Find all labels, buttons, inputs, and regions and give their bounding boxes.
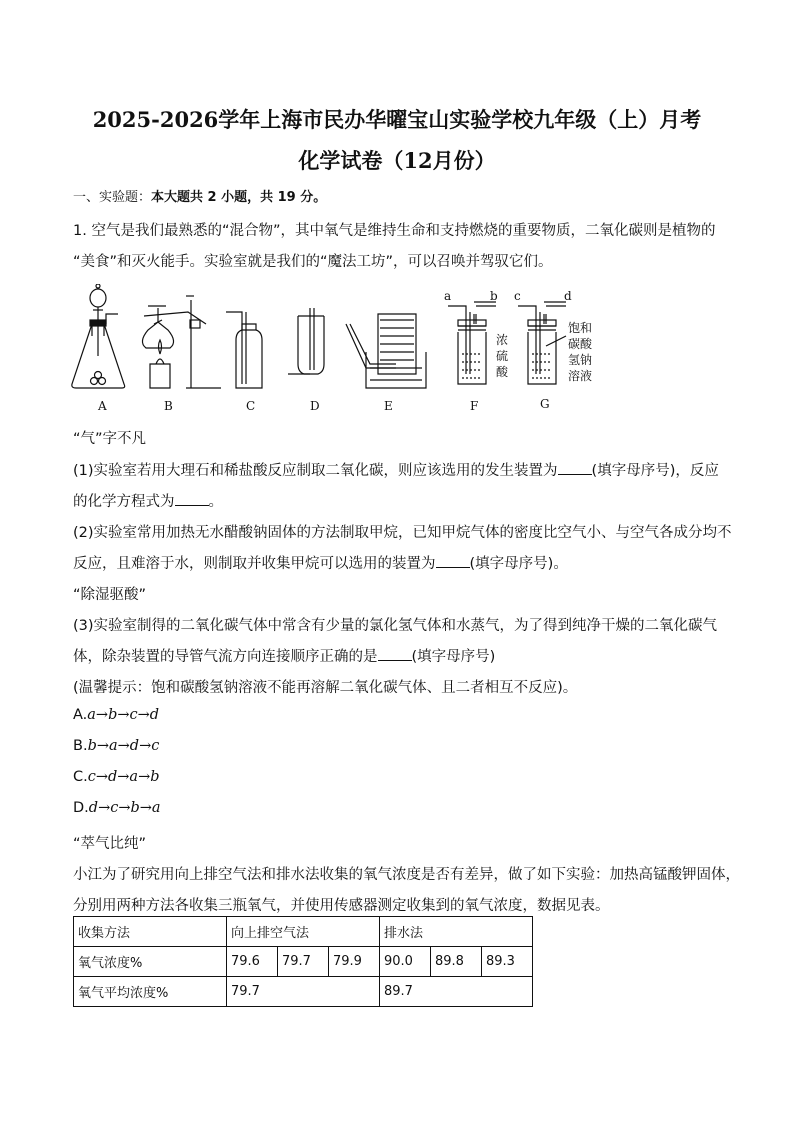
label-e: E — [384, 399, 393, 413]
q1-part3-text-b: (填字母序号) — [411, 649, 496, 665]
g-liquid-4: 溶液 — [568, 369, 593, 383]
table-cell: 89.7 — [380, 977, 533, 1007]
table-cell: 90.0 — [380, 947, 431, 977]
table-cell: 79.7 — [227, 977, 380, 1007]
apparatus-figure — [66, 284, 626, 420]
q1-part1-line-2 — [73, 490, 223, 511]
answer-blank-3[interactable] — [436, 554, 470, 568]
option-a-sequence: a→b→c→d — [87, 707, 160, 723]
apparatus-e-water-trough — [346, 314, 426, 388]
section-label: 一、实验题： — [73, 190, 152, 205]
port-c: c — [514, 289, 521, 303]
option-c-letter: C. — [73, 769, 88, 785]
table-row — [74, 917, 533, 947]
option-a[interactable] — [73, 707, 159, 723]
exam-title-line-1: 2025-2026学年上海市民办华曜宝山实验学校九年级（上）月考 — [92, 107, 702, 132]
q1-part1-line-1 — [73, 459, 719, 480]
table-row — [74, 947, 533, 977]
option-b[interactable] — [73, 738, 159, 754]
q1-part2-text-b: (填字母序号)。 — [469, 556, 568, 572]
q1-part4-line-1: 小江为了研究用向上排空气法和排水法收集的氧气浓度是否有差异，做了如下实验：加热高锰酸钾固体， — [73, 867, 740, 883]
label-c: C — [246, 399, 256, 413]
option-c-sequence: c→d→a→b — [87, 769, 160, 785]
f-liquid-1: 浓 — [496, 333, 509, 347]
q1-part1-text-a: (1)实验室若用大理石和稀盐酸反应制取二氧化碳，则应该选用的发生装置为 — [73, 463, 558, 479]
apparatus-f-sulfuric-acid-bottle — [448, 302, 496, 384]
section-description: 本大题共 2 小题，共 19 分。 — [151, 190, 327, 205]
option-d[interactable] — [73, 800, 161, 816]
label-g: G — [540, 397, 550, 411]
answer-blank-4[interactable] — [378, 647, 412, 661]
option-d-sequence: d→c→b→a — [88, 800, 161, 816]
heading-purity: “萃气比纯” — [73, 836, 147, 852]
table-cell: 89.8 — [431, 947, 482, 977]
option-a-letter: A. — [73, 707, 88, 723]
table-cell: 排水法 — [380, 917, 533, 947]
heading-dry: “除湿驱酸” — [73, 587, 147, 603]
table-cell: 79.7 — [278, 947, 329, 977]
q1-part2-line-1: (2)实验室常用加热无水醋酸钠固体的方法制取甲烷，已知甲烷气体的密度比空气小、与空气各成分均不 — [73, 525, 732, 541]
g-liquid-2: 碳酸 — [568, 337, 593, 351]
q1-part3-tip: (温馨提示：饱和碳酸氢钠溶液不能再溶解二氧化碳气体、且二者相互不反应)。 — [73, 680, 578, 696]
apparatus-a-flask — [72, 284, 125, 388]
port-a: a — [444, 289, 452, 303]
q1-part1-text-b: (填字母序号)，反应 — [591, 463, 719, 479]
table-cell: 79.9 — [329, 947, 380, 977]
label-b: B — [164, 399, 173, 413]
table-cell: 收集方法 — [74, 917, 227, 947]
apparatus-g-bicarbonate-bottle — [518, 302, 566, 384]
f-liquid-2: 硫 — [496, 349, 509, 363]
table-cell: 89.3 — [482, 947, 533, 977]
q1-part4-line-2: 分别用两种方法各收集三瓶氧气，并使用传感器测定收集到的氧气浓度，数据见表。 — [73, 898, 610, 914]
answer-blank-1[interactable] — [558, 461, 592, 475]
q1-intro-line-1: 1. 空气是我们最熟悉的“混合物”，其中氧气是维持生命和支持燃烧的重要物质，二氧化碳则是植物的 — [73, 223, 716, 239]
q1-part1-text-d: 。 — [208, 494, 223, 510]
port-d: d — [564, 289, 572, 303]
apparatus-d-collection-bottle — [288, 308, 324, 374]
option-b-sequence: b→a→d→c — [87, 738, 160, 754]
g-liquid-3: 氢钠 — [568, 353, 593, 367]
exam-title-line-2: 化学试卷（12月份） — [298, 148, 496, 173]
option-c[interactable] — [73, 769, 160, 785]
table-cell: 氧气浓度% — [74, 947, 227, 977]
answer-blank-2[interactable] — [175, 492, 209, 506]
table-cell: 向上排空气法 — [227, 917, 380, 947]
table-cell: 氧气平均浓度% — [74, 977, 227, 1007]
label-f: F — [470, 399, 479, 413]
q1-part3-line-1: (3)实验室制得的二氧化碳气体中常含有少量的氯化氢气体和水蒸气，为了得到纯净干燥的二氧化碳气 — [73, 618, 718, 634]
apparatus-c-collection-bottle — [226, 312, 262, 388]
oxygen-concentration-table — [73, 916, 533, 1007]
heading-gas: “气”字不凡 — [73, 431, 147, 447]
apparatus-b-heated-flask — [142, 296, 221, 388]
q1-intro-line-2: “美食”和灭火能手。实验室就是我们的“魔法工坊”，可以召唤并驾驭它们。 — [73, 254, 553, 270]
q1-part2-text-a: 反应，且难溶于水，则制取并收集甲烷可以选用的装置为 — [73, 556, 436, 572]
option-d-letter: D. — [73, 800, 89, 816]
section-heading — [73, 186, 326, 205]
option-b-letter: B. — [73, 738, 88, 754]
q1-part3-line-2 — [73, 645, 495, 666]
q1-part3-text-a: 体，除杂装置的导管气流方向连接顺序正确的是 — [73, 649, 378, 665]
q1-part1-text-c: 的化学方程式为 — [73, 494, 175, 510]
f-liquid-3: 酸 — [496, 365, 509, 379]
q1-part2-line-2 — [73, 552, 568, 573]
g-liquid-1: 饱和 — [568, 321, 593, 335]
label-a: A — [98, 399, 107, 413]
port-b: b — [490, 289, 498, 303]
label-d: D — [310, 399, 320, 413]
table-cell: 79.6 — [227, 947, 278, 977]
table-row — [74, 977, 533, 1007]
